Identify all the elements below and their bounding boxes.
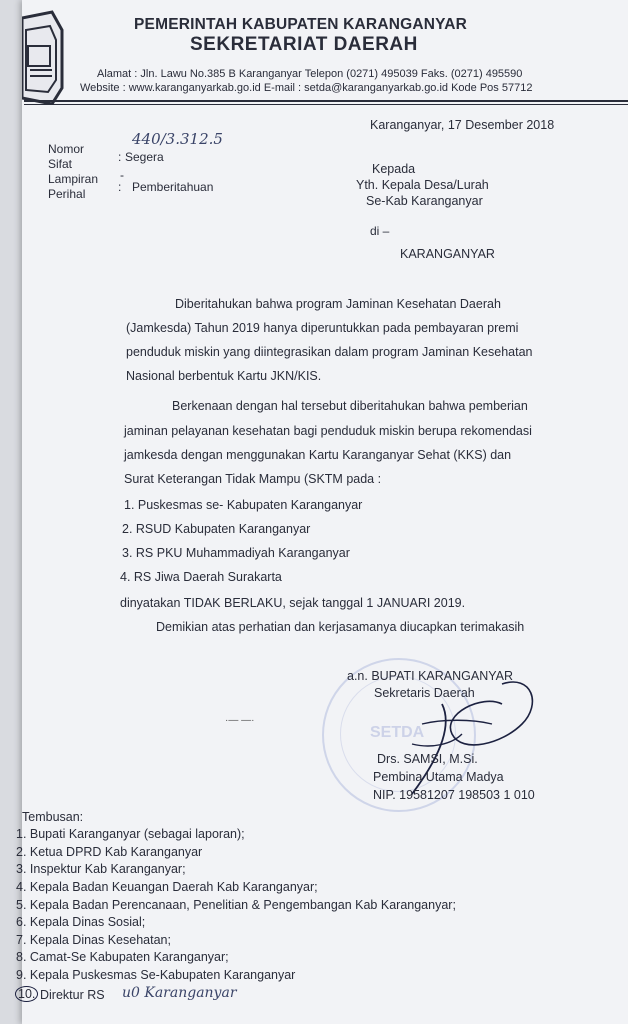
kepada-label: Kepada <box>372 162 416 176</box>
tembusan-item: 3. Inspektur Kab Karanganyar; <box>16 862 186 876</box>
tembusan-item: 9. Kepala Puskesmas Se-Kabupaten Karanganyar <box>16 968 296 982</box>
signatory-nip: NIP. 19581207 198503 1 010 <box>373 788 535 802</box>
paragraph2-line2: jaminan pelayanan kesehatan bagi penduduk miskin berupa rekomendasi <box>124 424 532 438</box>
signatory-role: Sekretaris Daerah <box>374 686 475 700</box>
perihal-label: Perihal <box>48 187 86 201</box>
stamp-text: SETDA <box>370 724 425 741</box>
place-date: Karanganyar, 17 Desember 2018 <box>370 118 555 132</box>
paragraph4: Demikian atas perhatian dan kerjasamanya diucapkan terimakasih <box>156 620 525 634</box>
nomor-value: 440/3.312.5 <box>132 130 223 148</box>
recipient-city: KARANGANYAR <box>400 247 495 261</box>
signatory-an: a.n. BUPATI KARANGANYAR <box>347 669 514 683</box>
recipient-line2: Se-Kab Karanganyar <box>366 194 483 208</box>
header-rule-thin <box>24 104 628 105</box>
list-item: 2. RSUD Kabupaten Karanganyar <box>122 522 311 536</box>
paragraph1-line2: (Jamkesda) Tahun 2019 hanya diperuntukkan pada pembayaran premi <box>126 321 519 335</box>
lampiran-label: Lampiran <box>48 172 99 186</box>
letterhead-website: Website : www.karanganyarkab.go.id E-mail : setda@karanganyarkab.go.id Kode Pos 57712 <box>80 82 533 94</box>
regency-emblem-icon <box>22 10 66 105</box>
list-item: 4. RS Jiwa Daerah Surakarta <box>120 570 282 584</box>
paragraph2-line1: Berkenaan dengan hal tersebut diberitahukan bahwa pemberian <box>172 399 528 413</box>
paragraph1-line4: Nasional berbentuk Kartu JKN/KIS. <box>126 369 322 383</box>
tembusan-item: 7. Kepala Dinas Kesehatan; <box>16 933 171 947</box>
sifat-label: Sifat <box>48 157 73 171</box>
tembusan-item: 8. Camat-Se Kabupaten Karanganyar; <box>16 950 229 964</box>
lampiran-value: - <box>120 168 124 182</box>
letterhead-office: SEKRETARIAT DAERAH <box>190 34 418 55</box>
letterhead-address: Alamat : Jln. Lawu No.385 B Karanganyar Telepon (0271) 495039 Faks. (0271) 495590 <box>97 68 523 80</box>
tembusan-item: 6. Kepala Dinas Sosial; <box>16 915 146 929</box>
paragraph2-line4: Surat Keterangan Tidak Mampu (SKTM pada : <box>124 472 382 486</box>
signatory-rank: Pembina Utama Madya <box>373 770 504 784</box>
signatory-name: Drs. SAMSI, M.Si. <box>377 752 478 766</box>
perihal-value: Pemberitahuan <box>132 180 214 194</box>
list-item: 3. RS PKU Muhammadiyah Karanganyar <box>122 546 350 560</box>
header-rule <box>24 100 628 102</box>
tembusan-item: Direktur RS <box>40 988 105 1002</box>
tembusan-item-number: 10. <box>15 986 38 1002</box>
tembusan-item: 2. Ketua DPRD Kab Karanganyar <box>16 845 203 859</box>
tembusan-item: 5. Kepala Badan Perencanaan, Penelitian & Pengembangan Kab Karanganyar; <box>16 898 456 912</box>
list-item: 1. Puskesmas se- Kabupaten Karanganyar <box>124 498 363 512</box>
sifat-separator: : <box>118 150 122 164</box>
paragraph1-line3: penduduk miskin yang diintegrasikan dalam program Jaminan Kesehatan <box>126 345 533 359</box>
dot-mark: ·— —· <box>225 715 255 726</box>
tembusan-item: 4. Kepala Badan Keuangan Daerah Kab Karanganyar; <box>16 880 318 894</box>
paragraph3: dinyatakan TIDAK BERLAKU, sejak tanggal 1 JANUARI 2019. <box>120 596 466 610</box>
paragraph1-line1: Diberitahukan bahwa program Jaminan Kesehatan Daerah <box>175 297 501 311</box>
letter-page <box>16 0 628 1024</box>
letterhead-government: PEMERINTAH KABUPATEN KARANGANYAR <box>134 16 468 33</box>
tembusan-title: Tembusan: <box>22 810 84 824</box>
tembusan-item: 1. Bupati Karanganyar (sebagai laporan); <box>16 827 245 841</box>
tembusan-handwritten: u0 Karanganyar <box>122 985 237 1001</box>
paragraph2-line3: jamkesda dengan menggunakan Kartu Karanganyar Sehat (KKS) dan <box>124 448 512 462</box>
recipient-line1: Yth. Kepala Desa/Lurah <box>356 178 489 192</box>
sifat-value: Segera <box>125 150 164 164</box>
nomor-label: Nomor <box>48 142 85 156</box>
di-label: di – <box>370 224 390 238</box>
perihal-separator: : <box>118 180 122 194</box>
